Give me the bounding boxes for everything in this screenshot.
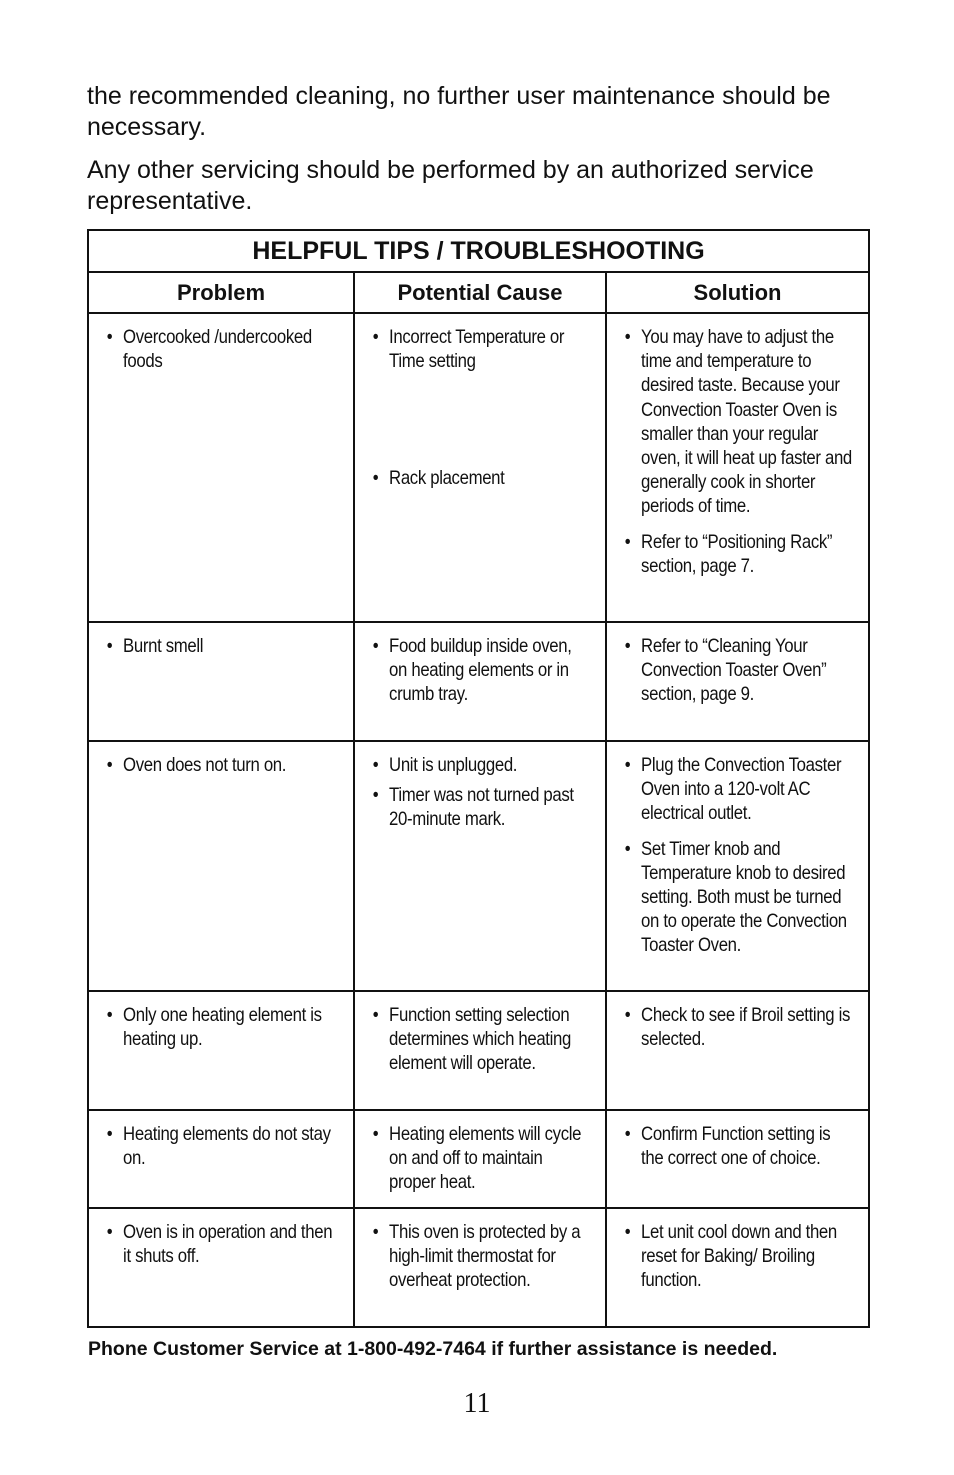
cause-cell	[354, 741, 606, 991]
problem-cell	[88, 741, 354, 991]
intro-paragraph-2: Any other servicing should be performed by an authorized service representative.	[87, 156, 814, 215]
list-item: • Oven does not turn on.	[105, 753, 338, 777]
customer-service-note: Phone Customer Service at 1-800-492-7464 if further assistance is needed.	[88, 1338, 778, 1360]
list-item: • You may have to adjust the time and temperature to desired taste. Because your Convection Toaster Oven is smaller than your regular oven, it will heat up faster and generally cook in shorter periods of time.	[623, 325, 853, 519]
intro-paragraph-1: the recommended cleaning, no further user maintenance should be necessary.	[87, 82, 831, 141]
cause-cell	[354, 1110, 606, 1208]
list-item: • Function setting selection determines which heating element will operate.	[371, 1003, 590, 1076]
table-row	[88, 622, 869, 741]
list-item: • Incorrect Temperature or Time setting	[371, 325, 590, 373]
list-item: • Overcooked /undercooked foods	[105, 325, 338, 373]
list-item: • Rack placement	[371, 466, 590, 490]
list-item: • Burnt smell	[105, 634, 338, 658]
problem-cell	[88, 991, 354, 1110]
solution-cell	[606, 741, 869, 991]
solution-cell	[606, 1110, 869, 1208]
list-item: • Check to see if Broil setting is selected.	[623, 1003, 853, 1051]
column-header-solution: Solution	[606, 272, 869, 313]
list-item: • Refer to “Cleaning Your Convection Toaster Oven” section, page 9.	[623, 634, 853, 707]
list-item: • This oven is protected by a high-limit thermostat for overheat protection.	[371, 1220, 590, 1293]
table-row	[88, 1208, 869, 1327]
problem-cell	[88, 1208, 354, 1327]
cause-cell	[354, 991, 606, 1110]
list-item: • Oven is in operation and then it shuts off.	[105, 1220, 338, 1268]
list-item: • Heating elements do not stay on.	[105, 1122, 338, 1170]
list-item: • Let unit cool down and then reset for Baking/ Broiling function.	[623, 1220, 853, 1293]
list-item: • Plug the Convection Toaster Oven into a 120-volt AC electrical outlet.	[623, 753, 853, 826]
cause-cell	[354, 622, 606, 741]
list-item: • Refer to “Positioning Rack” section, page 7.	[623, 530, 853, 578]
solution-cell	[606, 622, 869, 741]
problem-cell	[88, 622, 354, 741]
page-number: 11	[463, 1388, 491, 1419]
list-item: • Food buildup inside oven, on heating elements or in crumb tray.	[371, 634, 590, 707]
solution-cell	[606, 991, 869, 1110]
list-item: • Timer was not turned past 20-minute mark.	[371, 783, 590, 831]
list-item: • Only one heating element is heating up.	[105, 1003, 338, 1051]
problem-cell	[88, 1110, 354, 1208]
list-item: • Set Timer knob and Temperature knob to desired setting. Both must be turned on to operate the Convection Toaster Oven.	[623, 837, 853, 958]
table-title: HELPFUL TIPS / TROUBLESHOOTING	[88, 230, 869, 272]
table-row	[88, 991, 869, 1110]
solution-cell	[606, 313, 869, 622]
problem-cell	[88, 313, 354, 622]
list-item: • Confirm Function setting is the correct one of choice.	[623, 1122, 853, 1170]
column-header-problem: Problem	[88, 272, 354, 313]
list-item: • Heating elements will cycle on and off to maintain proper heat.	[371, 1122, 590, 1195]
cause-cell	[354, 313, 606, 622]
solution-cell	[606, 1208, 869, 1327]
column-header-potential-cause: Potential Cause	[354, 272, 606, 313]
troubleshooting-table	[87, 229, 870, 1328]
table-row	[88, 1110, 869, 1208]
table-row	[88, 313, 869, 622]
list-item: • Unit is unplugged.	[371, 753, 590, 777]
cause-cell	[354, 1208, 606, 1327]
table-row	[88, 741, 869, 991]
